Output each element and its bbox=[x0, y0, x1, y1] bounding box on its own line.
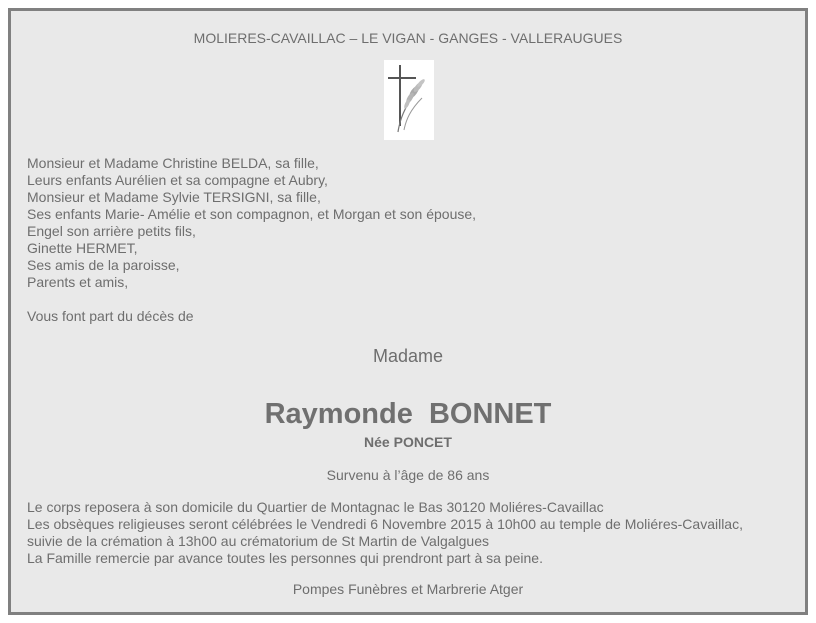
family-list bbox=[27, 155, 476, 291]
family-line: Leurs enfants Aurélien et sa compagne et Aubry, bbox=[27, 172, 328, 188]
locations-header: MOLIERES-CAVAILLAC – LE VIGAN - GANGES - VALLERAUGUES bbox=[193, 30, 623, 46]
details-line: Les obsèques religieuses seront célébrées le Vendredi 6 Novembre 2015 à 10h00 au temple de Moliéres-Cavaillac, bbox=[27, 516, 743, 532]
funeral-home: Pompes Funèbres et Marbrerie Atger bbox=[292, 581, 524, 597]
maiden-name: Née PONCET bbox=[364, 434, 452, 450]
deceased-title: Madame bbox=[372, 346, 444, 366]
family-line: Parents et amis, bbox=[27, 274, 129, 290]
family-line: Ses amis de la paroisse, bbox=[27, 257, 180, 273]
details-line: Le corps reposera à son domicile du Quartier de Montagnac le Bas 30120 Moliéres-Cavaillac bbox=[27, 499, 604, 515]
family-line: Monsieur et Madame Sylvie TERSIGNI, sa fille, bbox=[27, 189, 321, 205]
family-line: Engel son arrière petits fils, bbox=[27, 223, 196, 239]
family-line: Ses enfants Marie- Amélie et son compagnon, et Morgan et son épouse, bbox=[27, 206, 477, 222]
family-line: Ginette HERMET, bbox=[27, 240, 138, 256]
announcement-text: Vous font part du décès de bbox=[27, 308, 194, 324]
family-line: Monsieur et Madame Christine BELDA, sa fille, bbox=[27, 155, 319, 171]
funeral-details bbox=[27, 499, 743, 567]
details-line: suivie de la crémation à 13h00 au crématorium de St Martin de Valgalgues bbox=[27, 533, 489, 549]
cross-with-wheat-icon bbox=[384, 60, 434, 140]
details-line: La Famille remercie par avance toutes les personnes qui prendront part à sa peine. bbox=[27, 550, 543, 566]
obituary-notice bbox=[8, 8, 808, 615]
deceased-name: Raymonde BONNET bbox=[264, 398, 552, 430]
age-text: Survenu à l’âge de 86 ans bbox=[326, 467, 490, 483]
